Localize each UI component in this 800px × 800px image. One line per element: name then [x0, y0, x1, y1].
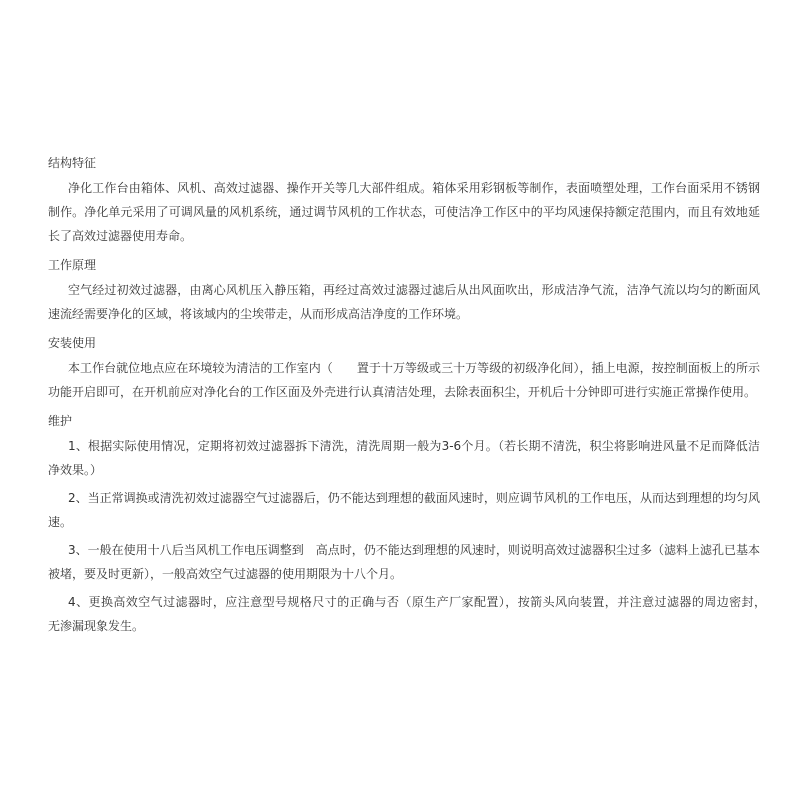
paragraph: 4、更换高效空气过滤器时，应注意型号规格尺寸的正确与否（原生产厂家配置），按箭头风向装置，并注意过滤器的周边密封， 无渗漏现象发生。 [48, 595, 785, 633]
section-heading: 安装使用 [48, 336, 97, 350]
section-principle [48, 252, 760, 326]
section-structure [48, 150, 760, 248]
section-heading: 工作原理 [48, 258, 97, 272]
section-heading: 结构特征 [48, 156, 97, 170]
paragraph: 净化工作台由箱体、风机、高效过滤器、操作开关等几大部件组成。箱体采用彩钢板等制作，表面喷塑处理，工作台面采用不锈钢制作。净化单元采用了可调风量的风机系统，通过调节风机的工作状态，可使洁净工作区中的平均风速保持额定范围内，而且有效地延长了高效过滤器使用寿命。 [48, 181, 760, 243]
paragraph: 空气经过初效过滤器，由离心风机压入静压箱，再经过高效过滤器过滤后从出风面吹出，形成洁净气流，洁净气流以均匀的断面风速流经需要净化的区域，将该域内的尘埃带走，从而形成高洁净度的工作环境。 [48, 283, 760, 321]
paragraph: 2、当正常调换或清洗初效过滤器空气过滤器后，仍不能达到理想的截面风速时，则应调节风机的工作电压，从而达到理想的均匀风速。 [48, 491, 760, 529]
paragraph: 3、一般在使用十八后当风机工作电压调整到 高点时，仍不能达到理想的风速时，则说明高效过滤器积尘过多（滤料上滤孔已基本被堵，要及时更新），一般高效空气过滤器的使用期限为十八个月。 [48, 543, 760, 581]
paragraph: 本工作台就位地点应在环境较为清洁的工作室内（ 置于十万等级或三十万等级的初级净化间），插上电源，按控制面板上的所示功能开启即可，在开机前应对净化台的工作区面及外壳进行认真清洁处理，去除表面积尘，开机后十分钟即可进行实施正常操作使用。 [48, 361, 760, 399]
section-installation [48, 330, 760, 404]
section-maintenance [48, 408, 785, 638]
paragraph: 1、根据实际使用情况，定期将初效过滤器拆下清洗，清洗周期一般为3-6个月。（若长期不清洗，积尘将影响进风量不足而降低洁净效果。） [48, 439, 760, 477]
document-body [48, 150, 785, 642]
section-heading: 维护 [48, 414, 73, 428]
